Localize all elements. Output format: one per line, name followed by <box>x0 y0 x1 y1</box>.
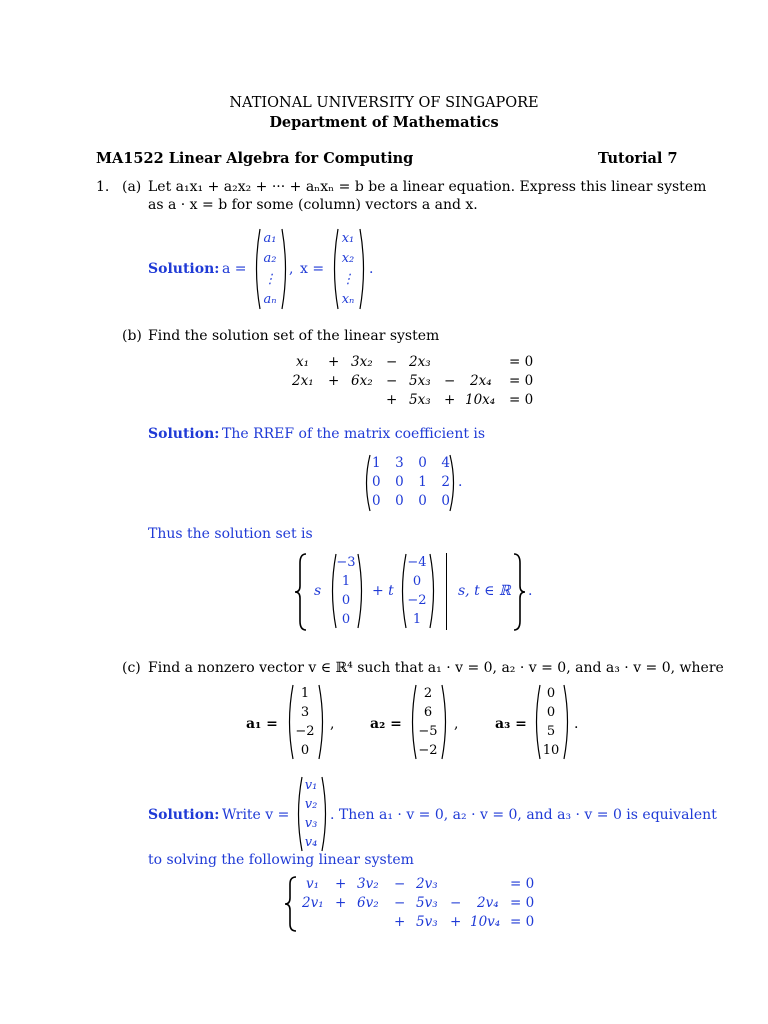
matrix-row: 0 0 0 0 <box>372 493 450 509</box>
rref-period: . <box>458 474 463 490</box>
a3-label: a₃ = <box>495 716 527 732</box>
to-solving-text: to solving the following linear system <box>148 852 414 868</box>
basis-vector-2-entry: 0 <box>412 574 422 589</box>
tutorial-number: Tutorial 7 <box>598 150 678 167</box>
right-paren-icon <box>317 684 327 760</box>
vector-a1-entry: 3 <box>300 705 310 720</box>
vector-v-entry: v₃ <box>304 816 318 831</box>
vector-a2-entry: 6 <box>423 705 433 720</box>
vector-v-entry: v₂ <box>304 797 318 812</box>
vector-a1-entry: −2 <box>295 724 315 739</box>
vector-v-entry: v₁ <box>304 778 318 793</box>
vector-a1-entry: 0 <box>300 743 310 758</box>
right-paren-icon <box>562 684 572 760</box>
part-b-solution-label: Solution: <box>148 426 220 442</box>
basis-vector-1-entry: 0 <box>341 593 351 608</box>
solution-set-intro: Thus the solution set is <box>148 526 313 542</box>
tutorial-page: NATIONAL UNIVERSITY OF SINGAPORE Department of Mathematics MA1522 Linear Algebra for Computing Tutorial 7 1. (a) Let a₁x₁ + a₂x₂ + ··· + aₙxₙ = b be a linear equation. Express this linear system as a · x = b for some (column) vectors a and x. Solution: a = a₁ a₂ ⋮ aₙ , x = x₁ x₂ ⋮ xₙ . (b) Find the solution set of the linear system x₁ + 3x₂ − 2x₃ = 0 2x₁ + 6x₂ − 5x₃ − 2x₄ = 0 + 5x₃ + 10x₄ = 0 Solution: The RREF of the matrix coefficient is 1 3 0 4 0 0 1 2 0 0 0 0 . Thus the solution set is s −3 1 0 0 + t −4 0 −2 1 s, t ∈ ℝ . (c) Find a nonzero vector v ∈ ℝ⁴ such that a₁ · v = 0, a₂ · v = 0, and a₃ · v = 0, where a₁ = 1 3 −2 0 , a₂ = 2 6 −5 −2 , a₃ = 0 0 5 10 . Solution: Write v = v₁ v₂ v₃ v₄ . Then a₁ · v = 0, a₂ · v = 0, and a₃ · v = 0 is equivalent to solving the following linear system v₁ + 3v₂ − 2v₃ = 0 2v₁ + 6v₂ − 5v₃ − 2v₄ = 0 + 5v₃ + 10v₄ = 0 <box>0 0 768 1024</box>
parameter-condition: s, t ∈ ℝ <box>458 583 511 599</box>
basis-vector-1-entry: 0 <box>341 612 351 627</box>
vector-a-entry: a₁ <box>263 230 277 246</box>
vector-a3-entry: 5 <box>546 724 556 739</box>
vector-v-entry: v₄ <box>304 835 318 850</box>
basis-vector-2-entry: −4 <box>407 555 427 570</box>
part-c-solution-label: Solution: <box>148 807 220 823</box>
left-paren-icon <box>362 454 372 512</box>
right-paren-icon <box>358 228 368 310</box>
part-b-question: Find the solution set of the linear system <box>148 328 440 344</box>
basis-vector-2-entry: −2 <box>407 593 427 608</box>
vector-a-entry: a₂ <box>263 251 277 267</box>
right-paren-icon <box>448 454 458 512</box>
a1-comma: , <box>330 716 335 732</box>
a3-period: . <box>574 716 579 732</box>
vector-a2-entry: 2 <box>423 686 433 701</box>
vector-a-entry: aₙ <box>263 292 277 308</box>
a1-label: a₁ = <box>246 716 278 732</box>
right-brace-icon <box>512 553 526 631</box>
basis-vector-2-entry: 1 <box>412 612 422 627</box>
part-b-label: (b) <box>122 328 142 344</box>
vector-x-entry: ⋮ <box>341 271 355 287</box>
part-a-question-line1: Let a₁x₁ + a₂x₂ + ··· + aₙxₙ = b be a linear equation. Express this linear system <box>148 179 707 195</box>
vector-a3-entry: 0 <box>546 686 556 701</box>
part-c-question: Find a nonzero vector v ∈ ℝ⁴ such that a₁ · v = 0, a₂ · v = 0, and a₃ · v = 0, where <box>148 660 724 676</box>
right-paren-icon <box>356 553 366 629</box>
left-brace-icon <box>294 553 308 631</box>
vector-a2-entry: −2 <box>418 743 438 758</box>
left-brace-icon <box>284 876 298 932</box>
vector-x-entry: xₙ <box>341 292 355 308</box>
equivalence-text: . Then a₁ · v = 0, a₂ · v = 0, and a₃ · v = 0 is equivalent <box>330 807 717 823</box>
param-s: s <box>314 583 322 599</box>
part-a-question-line2: as a · x = b for some (column) vectors a and x. <box>148 197 478 213</box>
vector-a2-entry: −5 <box>418 724 438 739</box>
course-title: MA1522 Linear Algebra for Computing <box>96 150 414 167</box>
write-v-text: Write v = <box>222 807 290 823</box>
basis-vector-1-entry: 1 <box>341 574 351 589</box>
matrix-row: 0 0 1 2 <box>372 474 450 490</box>
matrix-row: 1 3 0 4 <box>372 455 450 471</box>
a2-comma: , <box>454 716 459 732</box>
part-c-label: (c) <box>122 660 141 676</box>
question-number: 1. <box>96 179 110 195</box>
basis-vector-1-entry: −3 <box>336 555 356 570</box>
right-paren-icon <box>320 776 330 852</box>
vector-a3-entry: 10 <box>542 743 560 758</box>
part-a-a-equals: a = <box>222 261 247 277</box>
part-a-period: . <box>369 261 374 277</box>
right-paren-icon <box>440 684 450 760</box>
vector-a1-entry: 1 <box>300 686 310 701</box>
solution-set-period: . <box>528 583 533 599</box>
part-b-solution-text: The RREF of the matrix coefficient is <box>222 426 486 442</box>
right-paren-icon <box>428 553 438 629</box>
department-title: Department of Mathematics <box>269 114 499 131</box>
vector-a3-entry: 0 <box>546 705 556 720</box>
param-t: + t <box>372 583 394 599</box>
part-a-label: (a) <box>122 179 142 195</box>
part-a-x-equals: x = <box>300 261 325 277</box>
vector-x-entry: x₂ <box>341 251 355 267</box>
university-title: NATIONAL UNIVERSITY OF SINGAPORE <box>229 95 539 111</box>
a2-label: a₂ = <box>370 716 402 732</box>
vector-x-entry: x₁ <box>341 230 355 246</box>
part-a-comma: , <box>289 261 294 277</box>
set-divider <box>446 553 447 630</box>
vector-a-entry: ⋮ <box>263 271 277 287</box>
part-a-solution-label: Solution: <box>148 261 220 277</box>
